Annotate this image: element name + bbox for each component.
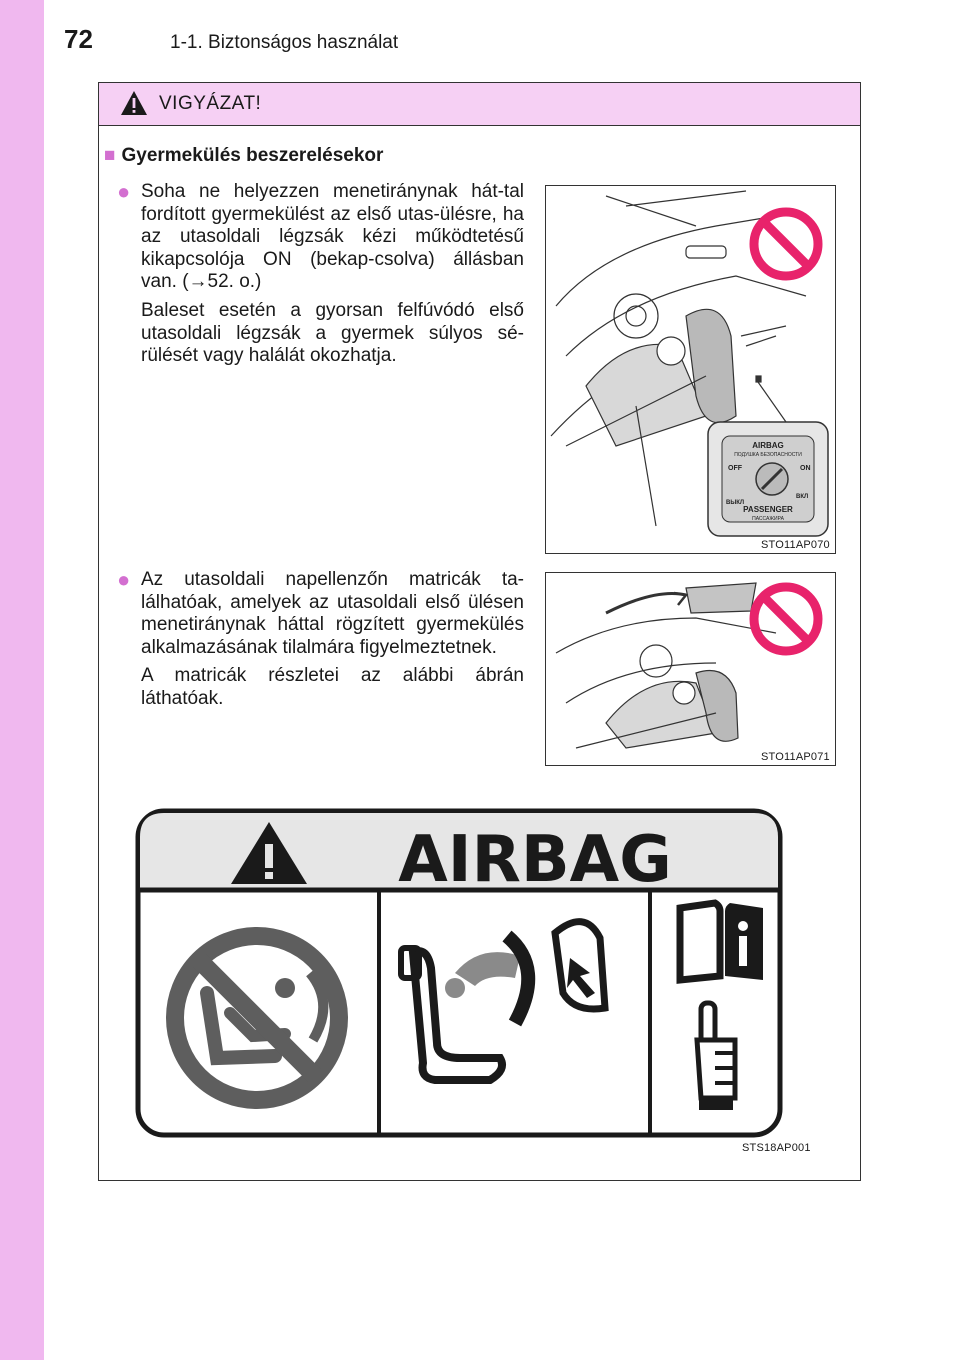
switch-label-vykl: ВЫКЛ bbox=[726, 500, 745, 506]
round-bullet-icon: ● bbox=[117, 179, 131, 204]
warning-title: VIGYÁZAT! bbox=[159, 93, 262, 114]
airbag-switch-closeup bbox=[708, 422, 828, 536]
switch-label-passenger: PASSENGER bbox=[743, 505, 793, 514]
car-interior-illustration bbox=[546, 186, 835, 553]
switch-label-passazhira: ПАССАЖИРА bbox=[752, 516, 784, 522]
circle-prohibition-icon bbox=[754, 587, 818, 651]
figure-code-1: STO11AP070 bbox=[761, 539, 830, 551]
figure-code-3: STS18AP001 bbox=[742, 1142, 811, 1154]
bullet-2-text-2: A matricák részletei az alábbi ábrán láthatóak. bbox=[141, 665, 524, 709]
section-title: 1-1. Biztonságos használat bbox=[170, 32, 399, 53]
bullet-1-text: Soha ne helyezzen menetiránynak hát-tal fordított gyermekülést az első utas-ülésre, ha az utasoldali légzsák kézi működtetésű kikapcsolója ON (bekap-csolva) állásban van. (→52. o.) bbox=[141, 181, 524, 293]
airbag-warning-sticker bbox=[135, 808, 783, 1138]
side-stripe bbox=[0, 0, 44, 1360]
figure-code-2: STO11AP071 bbox=[761, 751, 830, 763]
bullet-1 bbox=[119, 181, 524, 368]
subheading bbox=[104, 145, 383, 167]
bullet-1-text-2: Baleset esetén a gyorsan felfúvódó első utasoldali légzsák a gyermek súlyos sé-rülését vagy halálát okozhatja. bbox=[141, 299, 524, 367]
figure-sun-visor bbox=[545, 572, 836, 766]
bullet-2-text: Az utasoldali napellenzőn matricák ta-lálhatóak, amelyek az utasoldali első ülésen menetiránynak háttal rögzített gyermekülés alkalmazásának tilalmára figyelmeztetnek. bbox=[141, 569, 524, 658]
square-bullet-icon: ■ bbox=[104, 145, 116, 166]
subheading-text: Gyermekülés beszerelésekor bbox=[121, 145, 384, 166]
circle-prohibition-icon bbox=[754, 212, 818, 276]
switch-label-on: ON bbox=[800, 465, 811, 472]
round-bullet-icon: ● bbox=[117, 567, 131, 592]
switch-label-ru: ПОДУШКА БЕЗОПАСНОСТИ bbox=[734, 452, 802, 458]
warning-triangle-icon bbox=[119, 89, 149, 117]
bullet-2 bbox=[119, 569, 524, 711]
switch-label-off: OFF bbox=[728, 465, 742, 472]
figure-airbag-switch bbox=[545, 185, 836, 554]
switch-label-vkl: ВКЛ bbox=[796, 494, 809, 500]
switch-label-airbag: AIRBAG bbox=[752, 441, 784, 450]
warning-header bbox=[99, 83, 860, 126]
sun-visor-illustration bbox=[546, 573, 835, 765]
sticker-title: AIRBAG bbox=[398, 823, 672, 897]
page-number: 72 bbox=[64, 24, 93, 54]
